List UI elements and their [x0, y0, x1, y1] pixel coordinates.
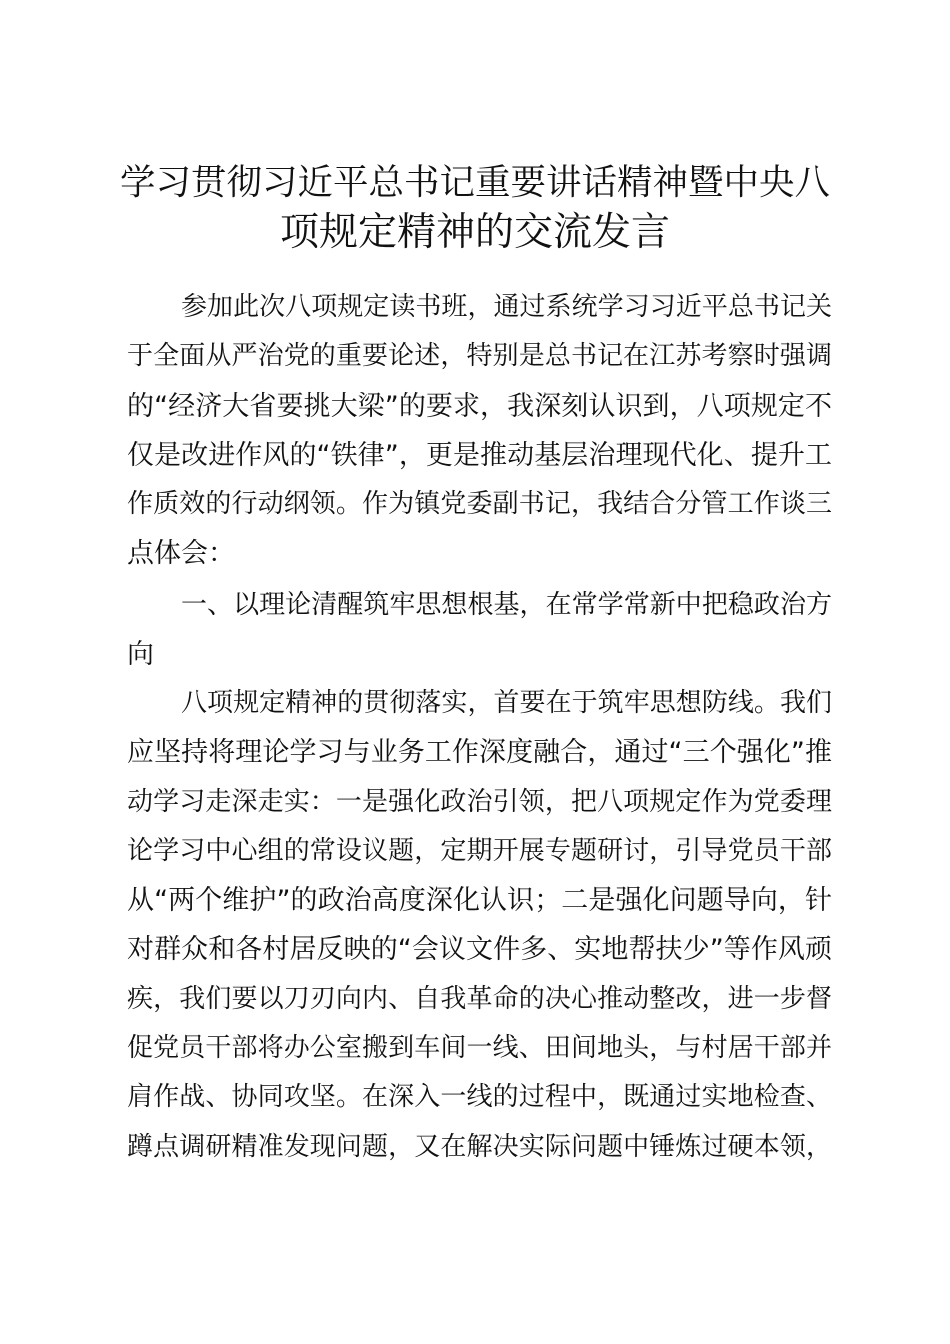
intro-paragraph: [127, 283, 832, 579]
paragraph-line: 于全面从严治党的重要论述，特别是总书记在江苏考察时强调: [127, 341, 832, 372]
section-paragraph: [127, 679, 832, 1172]
paragraph-line: 仅是改进作风的“铁律”，更是推动基层治理现代化、提升工: [127, 439, 832, 471]
document-title: [120, 158, 830, 258]
paragraph-line: 应坚持将理论学习与业务工作深度融合，通过“三个强化”推: [127, 737, 832, 769]
paragraph-line: 从“两个维护”的政治高度深化认识；二是强化问题导向，针: [127, 885, 832, 917]
paragraph-line: 参加此次八项规定读书班，通过系统学习习近平总书记关: [181, 292, 832, 322]
paragraph-line: 疾，我们要以刀刃向内、自我革命的决心推动整改，进一步督: [127, 983, 832, 1014]
paragraph-line: 论学习中心组的常设议题，定期开展专题研讨，引导党员干部: [127, 835, 832, 866]
title-line: 项规定精神的交流发言: [279, 210, 670, 255]
heading-line: 向: [127, 639, 154, 671]
title-line: 学习贯彻习近平总书记重要讲话精神暨中央八: [120, 162, 831, 203]
paragraph-line: 动学习走深走实：一是强化政治引领，把八项规定作为党委理: [127, 786, 832, 817]
paragraph-line: 作质效的行动纲领。作为镇党委副书记，我结合分管工作谈三: [127, 489, 832, 520]
heading-line: 一、以理论清醒筑牢思想根基，在常学常新中把稳政治方: [181, 590, 832, 620]
section-heading: [127, 581, 832, 680]
paragraph-line: 点体会：: [127, 538, 235, 570]
paragraph-line: 促党员干部将办公室搬到车间一线、田间地头，与村居干部并: [127, 1033, 832, 1064]
paragraph-line: 的“经济大省要挑大梁”的要求，我深刻认识到，八项规定不: [127, 390, 832, 422]
paragraph-line: 八项规定精神的贯彻落实，首要在于筑牢思想防线。我们: [181, 688, 832, 718]
paragraph-line: 蹲点调研精准发现问题，又在解决实际问题中锤炼过硬本领，: [127, 1131, 832, 1162]
paragraph-line: 肩作战、协同攻坚。在深入一线的过程中，既通过实地检查、: [127, 1082, 832, 1113]
paragraph-line: 对群众和各村居反映的“会议文件多、实地帮扶少”等作风顽: [127, 934, 832, 966]
